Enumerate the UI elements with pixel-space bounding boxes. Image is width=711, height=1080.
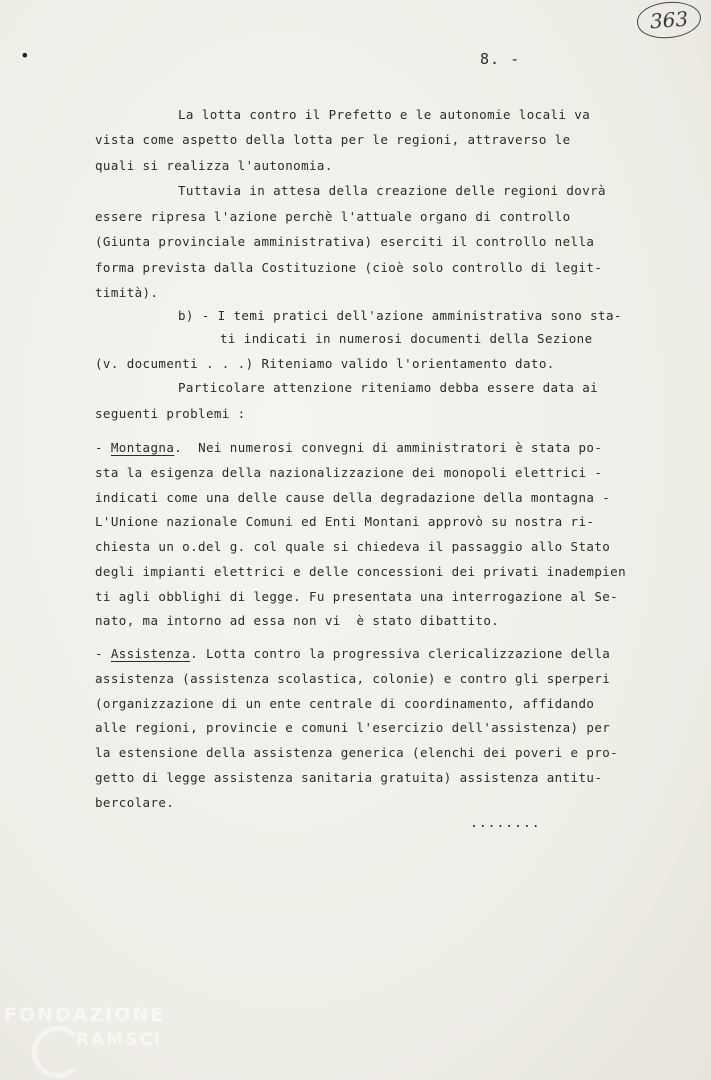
archive-number-stamp: 363	[636, 0, 702, 40]
heading-punct: .	[174, 440, 183, 455]
text-line: Lotta contro la progressiva clericalizzazione della	[206, 646, 611, 661]
text-line: L'Unione nazionale Comuni ed Enti Montani approvò su nostra ri-	[95, 514, 595, 529]
text-line: Nei numerosi convegni di amministratori è stata po-	[198, 440, 603, 455]
text-line: b) - I temi pratici dell'azione amministrativa sono sta-	[178, 308, 622, 323]
text-line: assistenza (assistenza scolastica, colonie) e contro gli sperperi	[95, 671, 611, 686]
text-line: chiesta un o.del g. col quale si chiedeva il passaggio allo Stato	[95, 539, 611, 554]
text-line: (organizzazione di un ente centrale di coordinamento, affidando	[95, 696, 595, 711]
text-line: Particolare attenzione riteniamo debba essere data ai	[178, 380, 599, 395]
text-line: ti agli obblighi di legge. Fu presentata una interrogazione al Se-	[95, 589, 619, 604]
text-line: forma prevista dalla Costituzione (cioè solo controllo di legit-	[95, 260, 603, 275]
section-dash: -	[95, 646, 111, 661]
text-line: La lotta contro il Prefetto e le autonomie locali va	[178, 107, 591, 122]
text-line: nato, ma intorno ad essa non vi è stato dibattito.	[95, 613, 500, 628]
watermark-line1: FONDAZIONE	[4, 1004, 166, 1026]
continuation-dots: ........	[470, 816, 541, 831]
heading-montagna: Montagna	[110, 440, 175, 455]
section-montagna-first-line	[95, 440, 602, 455]
text-line: Tuttavia in attesa della creazione delle regioni dovrà	[178, 183, 606, 198]
text-line: alle regioni, provincie e comuni l'esercizio dell'assistenza) per	[95, 720, 611, 735]
page-number: 8. -	[480, 50, 521, 68]
text-line: timità).	[95, 285, 159, 300]
section-assistenza-first-line	[95, 646, 610, 661]
text-line: bercolare.	[95, 795, 175, 810]
text-line: quali si realizza l'autonomia.	[95, 158, 333, 173]
text-line: ti indicati in numerosi documenti della Sezione	[220, 331, 593, 346]
text-line: degli impianti elettrici e delle concessioni dei privati inadempien	[95, 564, 627, 579]
text-line: (v. documenti . . .) Riteniamo valido l'orientamento dato.	[95, 356, 555, 371]
text-line: essere ripresa l'azione perchè l'attuale organo di controllo	[95, 209, 571, 224]
heading-assistenza: Assistenza	[110, 646, 191, 661]
text-line: sta la esigenza della nazionalizzazione dei monopoli elettrici -	[95, 465, 603, 480]
text-line: getto di legge assistenza sanitaria gratuita) assistenza antitu-	[95, 770, 603, 785]
watermark-line2: RAMSCI	[76, 1030, 163, 1050]
text-line: (Giunta provinciale amministrativa) eserciti il controllo nella	[95, 234, 595, 249]
text-line: indicati come una delle cause della degradazione della montagna -	[95, 490, 611, 505]
text-line: vista come aspetto della lotta per le regioni, attraverso le	[95, 132, 571, 147]
watermark-logo	[4, 1000, 204, 1080]
section-dash: -	[95, 440, 111, 455]
ink-mark-icon: •	[20, 46, 30, 65]
text-line: la estensione della assistenza generica (elenchi dei poveri e pro-	[95, 745, 619, 760]
heading-punct: .	[190, 646, 199, 661]
text-line: seguenti problemi :	[95, 406, 246, 421]
